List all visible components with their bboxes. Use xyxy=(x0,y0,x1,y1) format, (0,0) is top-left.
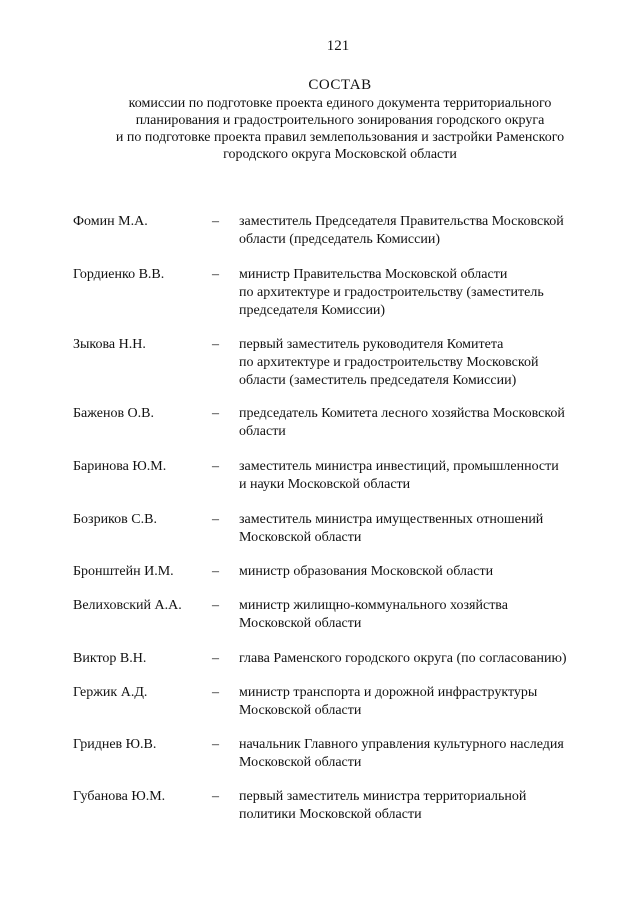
subtitle-line: комиссии по подготовке проекта единого документа территориального xyxy=(128,96,552,111)
member-position xyxy=(239,511,613,547)
position-line: министр транспорта и дорожной инфраструктуры xyxy=(239,685,538,700)
member-row xyxy=(73,563,613,581)
position-line: Московской области xyxy=(239,616,362,631)
subtitle-line: и по подготовке проекта правил землепользования и застройки Раменского xyxy=(115,130,565,145)
member-name: Фомин М.А. xyxy=(73,214,148,229)
position-line: по архитектуре и градостроительству Московской xyxy=(239,355,539,370)
dash-separator: – xyxy=(212,789,219,804)
member-position xyxy=(239,684,613,720)
member-name: Гордиенко В.В. xyxy=(73,267,165,282)
dash-separator: – xyxy=(212,651,219,666)
position-line: по архитектуре и градостроительству (заместитель xyxy=(239,285,544,300)
position-line: заместитель Председателя Правительства Московской xyxy=(239,214,564,229)
member-name: Баринова Ю.М. xyxy=(73,459,167,474)
member-row xyxy=(73,405,613,441)
position-line: политики Московской области xyxy=(239,807,422,822)
member-position xyxy=(239,266,613,320)
member-name: Зыкова Н.Н. xyxy=(73,337,146,352)
member-name: Губанова Ю.М. xyxy=(73,789,166,804)
member-name: Велиховский А.А. xyxy=(73,598,182,613)
member-position xyxy=(239,736,613,772)
position-line: области (заместитель председателя Комиссии) xyxy=(239,373,517,388)
member-name: Гриднев Ю.В. xyxy=(73,737,157,752)
member-position xyxy=(239,405,613,441)
dash-separator: – xyxy=(212,406,219,421)
member-name: Виктор В.Н. xyxy=(73,651,147,666)
document-subtitle xyxy=(60,95,620,163)
position-line: министр жилищно-коммунального хозяйства xyxy=(239,598,508,613)
dash-separator: – xyxy=(212,598,219,613)
member-name: Баженов О.В. xyxy=(73,406,155,421)
member-name: Бронштейн И.М. xyxy=(73,564,174,579)
position-line: первый заместитель министра территориальной xyxy=(239,789,527,804)
document-title: СОСТАВ xyxy=(308,77,372,93)
dash-separator: – xyxy=(212,512,219,527)
dash-separator: – xyxy=(212,459,219,474)
subtitle-line: городского округа Московской области xyxy=(223,147,457,162)
dash-separator: – xyxy=(212,267,219,282)
page-number: 121 xyxy=(326,38,350,54)
position-line: области (председатель Комиссии) xyxy=(239,232,440,247)
member-row xyxy=(73,266,613,320)
dash-separator: – xyxy=(212,337,219,352)
subtitle-line: планирования и градостроительного зонирования городского округа xyxy=(135,113,545,128)
member-row xyxy=(73,684,613,720)
position-line: Московской области xyxy=(239,703,362,718)
member-row xyxy=(73,736,613,772)
member-position xyxy=(239,650,613,668)
position-line: заместитель министра имущественных отношений xyxy=(239,512,544,527)
position-line: начальник Главного управления культурного наследия xyxy=(239,737,564,752)
position-line: Московской области xyxy=(239,755,362,770)
dash-separator: – xyxy=(212,685,219,700)
member-row xyxy=(73,511,613,547)
member-name: Бозриков С.В. xyxy=(73,512,157,527)
member-name: Гержик А.Д. xyxy=(73,685,148,700)
position-line: области xyxy=(239,424,286,439)
position-line: председатель Комитета лесного хозяйства Московской xyxy=(239,406,565,421)
member-row xyxy=(73,597,613,633)
position-line: и науки Московской области xyxy=(239,477,411,492)
member-position xyxy=(239,458,613,494)
dash-separator: – xyxy=(212,214,219,229)
member-position xyxy=(239,788,613,824)
member-position xyxy=(239,563,613,581)
dash-separator: – xyxy=(212,564,219,579)
member-row xyxy=(73,788,613,824)
member-position xyxy=(239,336,613,390)
document-heading xyxy=(60,76,620,163)
position-line: Московской области xyxy=(239,530,362,545)
position-line: председателя Комиссии) xyxy=(239,303,386,318)
position-line: заместитель министра инвестиций, промышленности xyxy=(239,459,559,474)
member-row xyxy=(73,650,613,668)
member-row xyxy=(73,213,613,249)
member-position xyxy=(239,213,613,249)
dash-separator: – xyxy=(212,737,219,752)
position-line: глава Раменского городского округа (по согласованию) xyxy=(239,651,567,666)
position-line: первый заместитель руководителя Комитета xyxy=(239,337,504,352)
member-position xyxy=(239,597,613,633)
position-line: министр образования Московской области xyxy=(239,564,494,579)
position-line: министр Правительства Московской области xyxy=(239,267,508,282)
member-row xyxy=(73,458,613,494)
member-row xyxy=(73,336,613,390)
